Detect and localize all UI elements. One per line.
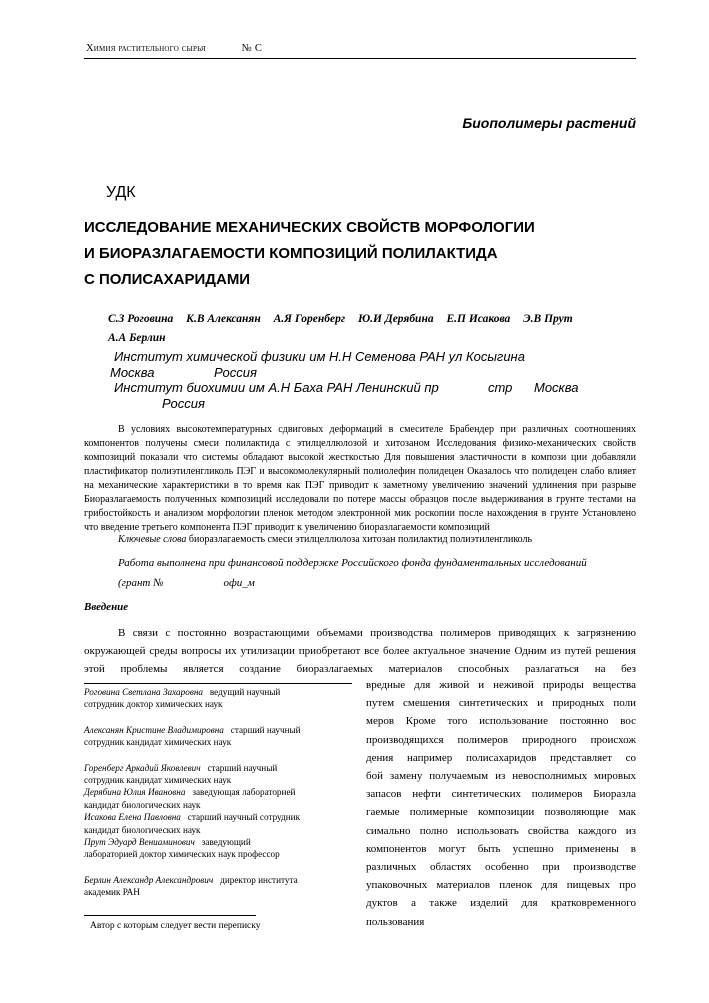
text-line: компонентов могут быть успешно применены в (366, 842, 636, 855)
author-note: Берлин Александр Александрович директор института академик РАН (84, 874, 298, 898)
section-title: Введение (84, 601, 129, 613)
keywords (118, 534, 532, 545)
article-title (84, 215, 535, 293)
abstract-text: В условиях высокотемпературных сдвиговых деформаций в смесителе Брабендер при различных соотношениях компонентов получены смеси полилактида с этилцеллюлозой и хитозаном Исследования физико-механических свойств композиций показали что системы обладают высокой жесткостью Для повышения эластичности в компози ции добавляли пластификатор полиэтиленгликоль ПЭГ и высокомолекулярный полиолефин полидецен Оказалось что полидецен слабо влияет на механические характеристики в то время как ПЭГ приводит к заметному увеличению значений удлинения при разрыве Биоразлагаемость полученных композиций исследовали по потере массы образцов после выдерживания в грунте тестами на грибостойкость и анализом морфологии пленок методом электронной мик роскопии после нахождения в грунте Установлено что введение третьего компонента ПЭГ приводит к увеличению биоразлагаемости композиций (84, 424, 637, 533)
author: Ю.И Дерябина (358, 313, 434, 325)
title-line: С ПОЛИСАХАРИДАМИ (84, 271, 251, 288)
author: А.Я Горенберг (273, 313, 346, 325)
text-line: симально полно использовать свойства каждого из (366, 824, 636, 837)
intro-paragraph (84, 624, 636, 678)
affiliation-2: Институт биохимии им А.Н Баха РАН Ленинский пр (114, 380, 439, 395)
header-rule (84, 58, 636, 59)
footnote-rule (84, 915, 256, 916)
udk-label: УДК (106, 184, 136, 201)
affiliation-2-country: Россия (162, 396, 205, 411)
text-line: путем смешения синтетических и природных поли (366, 697, 636, 710)
issue-number: № С (241, 43, 263, 54)
author-note: Прут Эдуард Вениаминович заведующий лабораторией доктор химических наук профессор (84, 837, 280, 860)
text-line: бой замену получаемым из невосполнимых мировых (366, 770, 636, 783)
intro-text: В связи с постоянно возрастающими объемами производства полимеров приводящих к загрязнению окружающей среды вопросы их утилизации приобретают все более актуальное значение Одним из путей решения этой проблемы является создание биоразлагаемых материалов способных разлагаться на без (84, 627, 636, 675)
keywords-text: биоразлагаемость смеси этилцеллюлоза хитозан полилактид полиэтиленгликоль (188, 534, 533, 545)
journal-name: Химия растительного сырья (86, 43, 206, 54)
author-notes (84, 686, 352, 899)
text-line: дения например полисахаридов представляет со (366, 751, 636, 764)
text-line: вредные для живой и неживой природы вещества (366, 679, 636, 691)
affiliation-2-building: стр (488, 380, 513, 395)
author: А.А Берлин (108, 332, 166, 344)
text-line: упаковочных материалов пленок для пищевых про (366, 879, 636, 892)
title-line: И БИОРАЗЛАГАЕМОСТИ КОМПОЗИЦИЙ ПОЛИЛАКТИДА (84, 245, 498, 262)
author-note: Роговина Светлана Захаровна ведущий научный сотрудник доктор химических наук (84, 687, 281, 710)
author: Е.П Исакова (446, 313, 511, 325)
funding-note (118, 553, 636, 593)
text-line: меров Кроме того использование постоянно вос (366, 715, 636, 728)
text-line: различных областях особенно при производстве (366, 861, 636, 874)
keywords-label: Ключевые слова (118, 534, 187, 545)
author-note: Алексанян Кристине Владимировна старший научный сотрудник кандидат химических наук (84, 724, 301, 748)
affiliation-1-city: Москва (110, 365, 155, 380)
footnote: Автор с которым следует вести переписку (90, 921, 261, 931)
author: К.В Алексанян (186, 313, 261, 325)
author: С.З Роговина (108, 313, 174, 325)
rubric: Биополимеры растений (462, 115, 636, 131)
abstract (84, 423, 636, 535)
author-note: Исакова Елена Павловна старший научный сотрудник кандидат биологических наук (84, 812, 301, 835)
affiliation-1-country: Россия (214, 365, 257, 380)
author: Э.В Прут (523, 313, 573, 325)
text-line: запасов нефти синтетических полимеров Биоразла (366, 788, 636, 801)
title-line: ИССЛЕДОВАНИЕ МЕХАНИЧЕСКИХ СВОЙСТВ МОРФОЛОГИИ (84, 219, 535, 236)
funding-line: (грант № офи_м (118, 577, 255, 589)
right-column-text (366, 676, 636, 931)
author-note: Горенберг Аркадий Яковлевич старший научный сотрудник кандидат химических наук (84, 762, 278, 786)
text-line: гаемые полимерные композиции позволяющие мак (366, 806, 636, 819)
notes-rule (84, 683, 352, 684)
authors (108, 310, 628, 348)
text-line: дуктов а также изделий для кратковременного (366, 897, 636, 910)
author-note: Дерябина Юлия Ивановна заведующая лабораторией кандидат биологических наук (84, 787, 296, 810)
text-line: пользования (366, 915, 425, 928)
funding-line: Работа выполнена при финансовой поддержке Российского фонда фундаментальных исследований (118, 557, 587, 569)
running-header (86, 43, 262, 54)
affiliation-1: Институт химической физики им Н.Н Семенова РАН ул Косыгина (114, 349, 525, 364)
affiliation-2-city: Москва (534, 380, 579, 395)
text-line: производящихся полимеров природного происхож (366, 733, 636, 746)
